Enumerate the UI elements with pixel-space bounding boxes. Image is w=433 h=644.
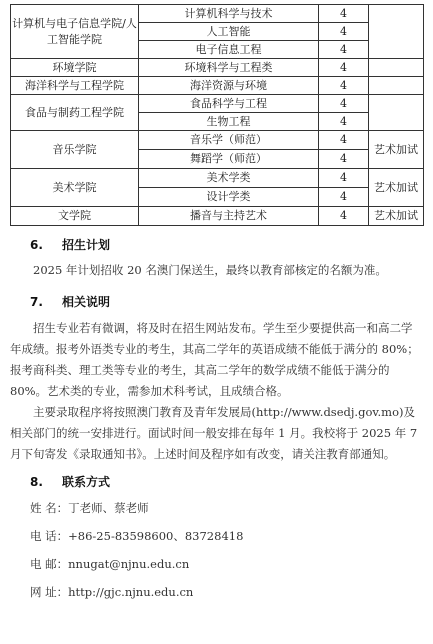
quota-cell: 4 [319, 131, 369, 150]
dept-cell: 文学院 [11, 207, 139, 226]
section-7-paragraph-2: 主要录取程序将按照澳门教育及青年发展局(http://www.dsedj.gov.mo)及相关部门的统一安排进行。面试时间一般安排在每年 1 月。我校将于 2025 年 7 月下旬寄发《录取通知书》。上述时间及程序如有改变，请关注教育部通知。 [10, 405, 418, 461]
dept-cell: 美术学院 [11, 169, 139, 207]
major-cell: 人工智能 [139, 23, 319, 41]
section-title: 相关说明 [62, 295, 111, 309]
major-cell: 海洋资源与环境 [139, 77, 319, 95]
quota-cell: 4 [319, 5, 369, 23]
dept-cell: 音乐学院 [11, 131, 139, 169]
majors-table [10, 4, 424, 226]
major-cell: 音乐学（师范） [139, 131, 319, 150]
quota-cell: 4 [319, 77, 369, 95]
contact-website: 网 址：http://gjc.njnu.edu.cn [30, 585, 194, 599]
dept-cell: 海洋科学与工程学院 [11, 77, 139, 95]
contact-name: 姓 名：丁老师、蔡老师 [30, 501, 149, 515]
section-7-paragraph-1: 招生专业若有微调，将及时在招生网站发布。学生至少要提供高一和高二学年成绩。报考外语类专业的考生，其高二学年的英语成绩不能低于满分的 80%；报考商科类、理工类等专业的考生，其高二学年的数学成绩不能低于满分的 80%。艺术类的专业，需参加术科考试，且成绩合格。 [10, 321, 419, 398]
section-6-text: 2025 年计划招收 20 名澳门保送生，最终以教育部核定的名额为准。 [33, 263, 387, 277]
section-number: 7. [30, 295, 43, 309]
note-cell: 艺术加试 [369, 131, 424, 169]
note-cell [369, 5, 424, 59]
major-cell: 环境科学与工程类 [139, 59, 319, 77]
major-cell: 播音与主持艺术 [139, 207, 319, 226]
section-8-heading [30, 473, 110, 490]
major-cell: 计算机科学与技术 [139, 5, 319, 23]
dept-cell: 环境学院 [11, 59, 139, 77]
contact-phone: 电 话：+86-25-83598600、83728418 [30, 529, 244, 543]
major-cell: 食品科学与工程 [139, 95, 319, 113]
note-cell [369, 59, 424, 77]
section-7-heading [30, 293, 110, 310]
contact-email: 电 邮：nnugat@njnu.edu.cn [30, 557, 190, 571]
note-cell: 艺术加试 [369, 207, 424, 226]
dept-cell: 计算机与电子信息学院/人工智能学院 [11, 5, 139, 59]
quota-cell: 4 [319, 150, 369, 169]
quota-cell: 4 [319, 59, 369, 77]
quota-cell: 4 [319, 23, 369, 41]
major-cell: 生物工程 [139, 113, 319, 131]
section-title: 联系方式 [62, 475, 111, 489]
quota-cell: 4 [319, 95, 369, 113]
section-6-heading [30, 236, 110, 253]
note-cell [369, 95, 424, 131]
quota-cell: 4 [319, 113, 369, 131]
section-number: 8. [30, 475, 43, 489]
major-cell: 美术学类 [139, 169, 319, 188]
quota-cell: 4 [319, 188, 369, 207]
major-cell: 设计学类 [139, 188, 319, 207]
dept-cell: 食品与制药工程学院 [11, 95, 139, 131]
section-number: 6. [30, 238, 43, 252]
quota-cell: 4 [319, 207, 369, 226]
note-cell [369, 77, 424, 95]
section-title: 招生计划 [62, 238, 111, 252]
major-cell: 舞蹈学（师范） [139, 150, 319, 169]
note-cell: 艺术加试 [369, 169, 424, 207]
major-cell: 电子信息工程 [139, 41, 319, 59]
quota-cell: 4 [319, 169, 369, 188]
quota-cell: 4 [319, 41, 369, 59]
